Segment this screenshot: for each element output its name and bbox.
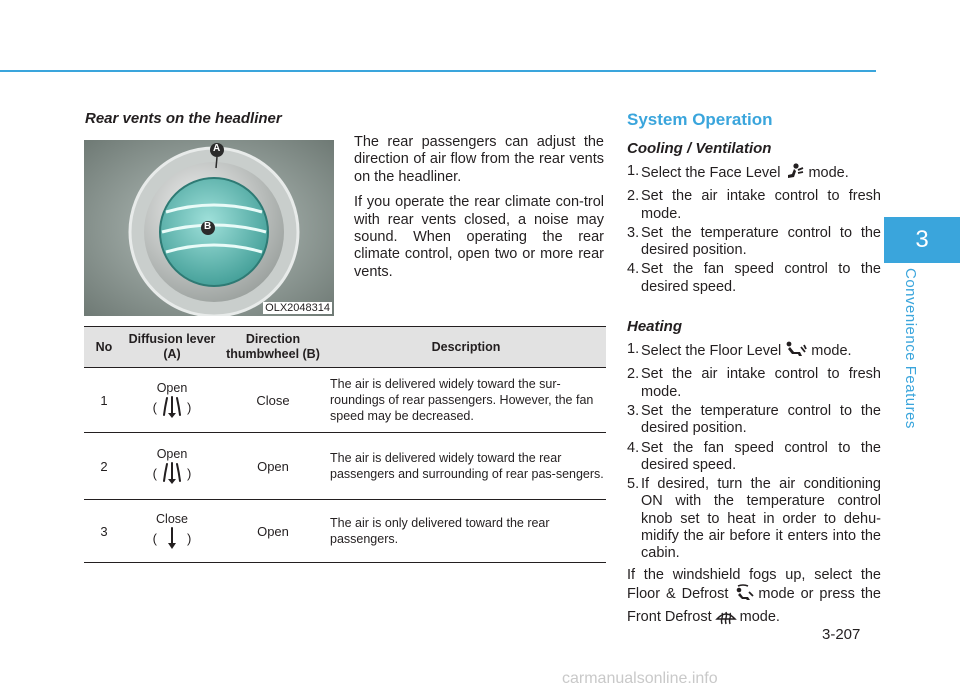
chapter-number-tab: 3	[884, 217, 960, 263]
spread-airflow-icon: ( )	[153, 461, 192, 485]
list-item: 1. Select the Floor Level mode.	[627, 341, 881, 364]
intro-text	[354, 134, 604, 289]
row-no: 3	[84, 500, 124, 563]
row-lever	[124, 433, 220, 500]
subheading-cooling: Cooling / Ventilation	[627, 140, 772, 157]
callout-b: B	[204, 221, 212, 232]
row-lever	[124, 368, 220, 433]
row-no: 1	[84, 368, 124, 433]
list-item: 2. Set the air intake control to fresh mode.	[627, 188, 881, 222]
list-item: 5. If desired, turn the air conditioning ON with the temperature control knob set to heat in order to dehu-midify the air before it enters into the cabin.	[627, 476, 881, 562]
watermark: carmanualsonline.info	[562, 670, 718, 687]
intro-paragraph: The rear passengers can adjust the direction of air flow from the rear vents on the headliner.	[354, 134, 604, 185]
table-row	[84, 500, 606, 563]
spread-airflow-icon: ( )	[153, 395, 192, 419]
vent-settings-table	[84, 326, 606, 563]
lever-state: Open	[156, 381, 188, 395]
rear-vent-photo	[84, 140, 334, 316]
chapter-title: Convenience Features	[902, 268, 919, 429]
header-no: No	[84, 327, 124, 368]
row-wheel: Close	[220, 368, 326, 433]
list-item: 4. Set the fan speed control to the desired speed.	[627, 261, 881, 295]
callout-a: A	[213, 143, 221, 154]
lever-state: Open	[156, 447, 188, 461]
intro-paragraph: If you operate the rear climate con-trol with rear vents closed, a noise may sound. When operating the rear climate control, open two or more rear vents.	[354, 194, 604, 280]
list-item: 3. Set the temperature control to the desired position.	[627, 224, 881, 259]
table-header-row	[84, 327, 606, 368]
row-wheel: Open	[220, 433, 326, 500]
floor-level-icon	[784, 341, 808, 364]
cooling-steps	[627, 163, 881, 296]
header-description: Description	[326, 327, 606, 368]
table-row	[84, 433, 606, 500]
closing-paragraph: If the windshield fogs up, select the Floor & Defrost mode or press the Front Defrost mode.	[627, 567, 881, 631]
list-item: 4. Set the fan speed control to the desired speed.	[627, 439, 881, 473]
header-rule	[0, 70, 876, 72]
section-title: System Operation	[627, 110, 773, 129]
direct-airflow-icon: ( )	[153, 526, 192, 550]
floor-defrost-icon	[731, 584, 755, 607]
row-description: The air is only delivered toward the rear passengers.	[326, 500, 606, 563]
row-description: The air is delivered widely toward the sur-roundings of rear passengers. However, the fan speed may be decreased.	[326, 368, 606, 433]
list-item: 3. Set the temperature control to the desired position.	[627, 402, 881, 437]
system-operation-column	[627, 110, 881, 631]
list-item: 1. Select the Face Level mode.	[627, 163, 881, 186]
row-lever	[124, 500, 220, 563]
row-wheel: Open	[220, 500, 326, 563]
image-code: OLX2048314	[265, 302, 330, 314]
front-defrost-icon	[715, 607, 737, 630]
lever-state: Close	[156, 512, 188, 526]
subheading-heating: Heating	[627, 318, 683, 336]
header-direction-thumbwheel: Direction thumbwheel (B)	[220, 327, 326, 368]
section-heading: Rear vents on the headliner	[85, 110, 282, 127]
header-diffusion-lever: Diffusion lever (A)	[124, 327, 220, 368]
row-description: The air is delivered widely toward the rear passengers and surrounding of rear pas-sengers.	[326, 433, 606, 500]
list-item: 2. Set the air intake control to fresh mode.	[627, 366, 881, 400]
face-level-icon	[783, 163, 805, 186]
row-no: 2	[84, 433, 124, 500]
page-number: 3-207	[822, 626, 861, 643]
table-row	[84, 368, 606, 433]
heating-steps	[627, 341, 881, 563]
